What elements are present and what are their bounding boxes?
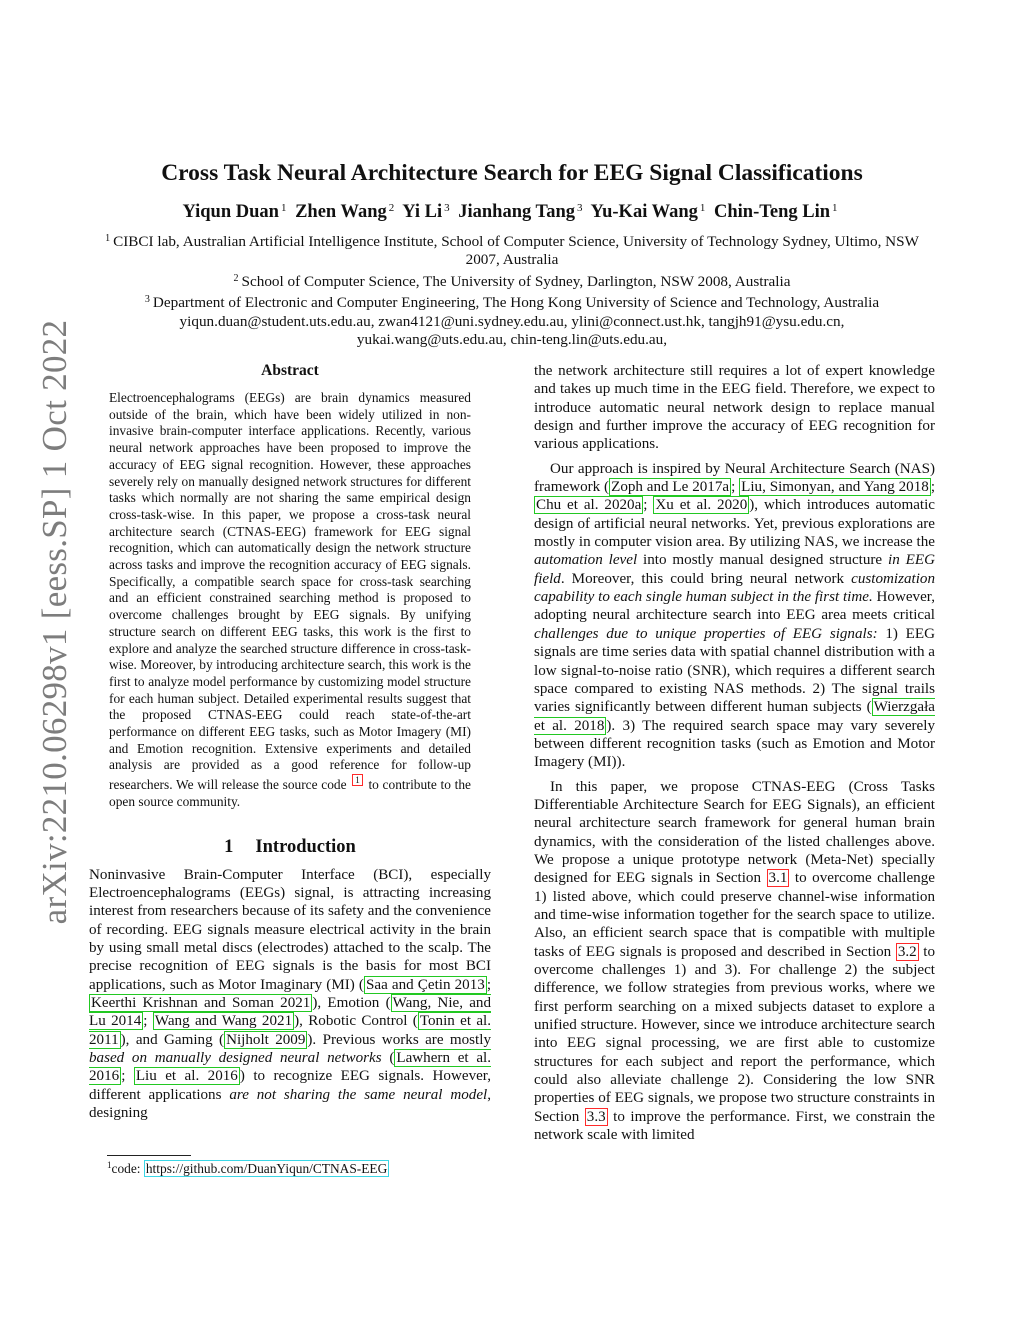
intro-paragraph-2: the network architecture still requires a lot of expert knowledge and takes up much time in the EEG field. Therefore, we expect to introduce automatic neural network design to replace manual design and further improve the accuracy of EEG recognition for various applications.: [534, 363, 935, 453]
text-run: , designing: [89, 1086, 491, 1122]
author-name: Yu-Kai Wang: [590, 202, 698, 222]
text-run: ;: [486, 976, 492, 993]
affil-number: 2: [233, 272, 239, 284]
text-run: to overcome challenge 1) listed above, which could preserve channel-wise information and time-wise information together for the search space to utilize. Also, an efficient search space that is compatible with multiple tasks of EEG signals is proposed and described in Section: [534, 870, 935, 960]
author-affil-mark: 3: [576, 202, 583, 214]
citation-link[interactable]: Wang, Nie, and Lu 2014: [89, 994, 491, 1030]
emphasis-text: customization capability to each single human subject in the first time.: [534, 570, 935, 606]
right-column: [534, 362, 935, 1144]
text-run: ;: [643, 497, 654, 514]
author-name: Yi Li: [402, 202, 443, 222]
footnote-ref-link[interactable]: 1: [352, 774, 363, 786]
text-run: to overcome challenges 1) and 3). For challenge 2) the subject difference, we follow strategies from previous works, where we first perform searching on a mixed subjects dataset to explore a unified structure. However, since we introduce architecture search into EEG signal processing, we are first able to customize structures for each subject and report the performance, which could also alleviate challenge 2). Considering the low SNR properties of EEG signals, we propose two structure constraints in Section: [534, 943, 936, 1125]
footnote: [107, 1160, 389, 1177]
author-affil-mark: 1: [699, 202, 706, 214]
emphasis-text: based on manually designed neural networks: [89, 1050, 382, 1067]
affiliation-line: [90, 291, 934, 312]
author-name: Yiqun Duan: [182, 202, 279, 222]
affiliations: [90, 230, 934, 349]
footnote-divider: [107, 1155, 191, 1156]
paper-title: Cross Task Neural Architecture Search for EEG Signal Classifications: [161, 160, 863, 186]
affil-number: 1: [105, 233, 111, 244]
citation-link[interactable]: Wang and Wang 2021: [154, 1013, 293, 1030]
text-run: ), Emotion (: [312, 994, 391, 1011]
author-name: Chin-Teng Lin: [714, 202, 831, 222]
section-ref-link[interactable]: 3.2: [897, 943, 917, 960]
author-list: [90, 202, 934, 223]
affiliation-line: [90, 230, 934, 270]
text-run: Noninvasive Brain-Computer Interface (BCI), especially Electroencephalograms (EEGs) signal, is attracting increasing interest from researchers because of its safety and the convenience of recording. EEG signals measure electrical activity in the brain by using small metal discs (electrodes) attached to the scalp. The precise recognition of EEG signals is the basis for most BCI applications, such as Motor Imaginary (MI) (: [89, 866, 491, 993]
intro-paragraph-4: [534, 778, 935, 1145]
affiliation-line: [90, 270, 934, 291]
citation-link[interactable]: Saa and Çetin 2013: [365, 976, 485, 993]
intro-paragraph-1: [89, 866, 491, 1123]
intro-paragraph-3: [534, 460, 935, 772]
text-run: In this paper, we propose CTNAS-EEG (Cross Tasks Differentiable Architecture Search for EEG Signals), an efficient neural architecture search framework for general human brain dynamics, with the consideration of the listed challenges above. We propose a unique prototype network (Meta-Net) specially designed for EEG signals in Section: [534, 778, 935, 887]
affil-text: CIBCI lab, Australian Artificial Intelligence Institute, School of Computer Science, University of Technology Sydney, Ultimo, NSW 2007, Australia: [113, 233, 919, 269]
text-run: into mostly manual designed structure: [637, 552, 889, 569]
text-run: (: [381, 1050, 395, 1067]
text-run: ;: [930, 479, 936, 496]
text-run: . Moreover, this could bring neural network: [560, 570, 852, 587]
citation-link[interactable]: Liu, Simonyan, and Yang 2018: [741, 479, 929, 496]
text-run: to improve the performance. First, we constrain the network scale with limited: [534, 1108, 935, 1144]
email-line: yiqun.duan@student.uts.edu.au, zwan4121@uni.sydney.edu.au, ylini@connect.ust.hk, tangjh91@ysu.edu.cn,: [179, 312, 845, 330]
text-run: ). 3) The required search space may vary severely between different recognition tasks (such as Emotion and Motor Imagery (MI)).: [534, 717, 936, 771]
text-run: ;: [121, 1068, 134, 1085]
emphasis-text: in EEG field: [534, 552, 935, 587]
section-ref-link[interactable]: 3.1: [768, 870, 788, 887]
text-run: Our approach is inspired by Neural Architecture Search (NAS) framework (: [534, 460, 935, 496]
left-column: [89, 362, 491, 1122]
citation-link[interactable]: Xu et al. 2020: [655, 497, 748, 514]
arxiv-margin-stamp: arXiv:2210.06298v1 [eess.SP] 1 Oct 2022: [35, 319, 74, 925]
email-line: yukai.wang@uts.edu.au, chin-teng.lin@uts.edu.au,: [356, 331, 668, 349]
section-number: 1: [224, 836, 234, 857]
citation-link[interactable]: Liu et al. 2016: [135, 1068, 238, 1085]
emphasis-text: automation level: [534, 552, 638, 569]
abstract-tail: to contribute to the open source community.: [109, 777, 471, 809]
abstract-heading: Abstract: [261, 362, 319, 379]
citation-link[interactable]: Keerthi Krishnan and Soman 2021: [91, 994, 311, 1011]
citation-link[interactable]: Chu et al. 2020a: [536, 497, 642, 514]
footnote-label: code:: [111, 1161, 144, 1176]
text-run: ;: [143, 1013, 153, 1030]
author-name: Jianhang Tang: [458, 202, 575, 222]
emphasis-text: are not sharing the same neural model: [229, 1086, 488, 1103]
section-title: Introduction: [255, 836, 356, 857]
affil-text: Department of Electronic and Computer Engineering, The Hong Kong University of Science and Technology, Australia: [152, 294, 880, 312]
author-name: Zhen Wang: [295, 202, 387, 222]
text-run: ), which introduces automatic design of artificial neural networks. Yet, previous explorations are mostly in computer vision area. By utilizing NAS, we increase the: [534, 497, 935, 551]
footnote-mark: 1: [107, 1160, 112, 1170]
section-ref-link[interactable]: 3.3: [586, 1108, 606, 1125]
citation-link[interactable]: Zoph and Le 2017a: [611, 479, 730, 496]
citation-link[interactable]: Nijholt 2009: [226, 1031, 306, 1048]
section-heading-introduction: [89, 837, 491, 858]
citation-link[interactable]: Tonin et al. 2011: [89, 1013, 492, 1048]
text-run: ), Robotic Control (: [294, 1013, 418, 1030]
affil-number: 3: [144, 294, 150, 306]
text-run: 1) EEG signals are time series data with spatial channel distribution with a low signal-to-noise ratio (SNR), which requires a different search space compared to existing NAS methods. 2) The signal trails varies significantly between different human subjects (: [534, 625, 935, 716]
author-affil-mark: 3: [444, 202, 450, 214]
affil-text: School of Computer Science, The University of Sydney, Darlington, NSW 2008, Australia: [241, 272, 791, 290]
author-affil-mark: 1: [280, 202, 287, 214]
emphasis-text: challenges due to unique properties of EEG signals:: [534, 625, 878, 642]
text-run: ;: [731, 479, 740, 496]
author-affil-mark: 1: [832, 202, 838, 214]
text-run: ) to recognize EEG signals. However, different applications: [89, 1068, 492, 1103]
code-url-link[interactable]: https://github.com/DuanYiqun/CTNAS-EEG: [145, 1161, 388, 1176]
text-run: ), and Gaming (: [120, 1031, 225, 1048]
abstract-body: [109, 390, 471, 811]
text-run: ). Previous works are mostly: [307, 1031, 491, 1048]
text-run: However, adopting neural architecture search into EEG area meets critical: [534, 589, 935, 624]
citation-link[interactable]: Lawhern et al. 2016: [89, 1050, 491, 1085]
citation-link[interactable]: Wierzgała et al. 2018: [534, 699, 935, 734]
abstract-text: Electroencephalograms (EEGs) are brain dynamics measured outside of the brain, which have been widely utilized in non-invasive brain-computer interface applications. Recently, various neural network approaches have been proposed to improve the accuracy of EEG signal recognition. However, these approaches severely rely on manually designed network structures for different tasks which normally are not sharing the same empirical design cross-task-wise. In this paper, we propose a cross-task neural architecture search (CTNAS-EEG) framework for EEG signal recognition, which can automatically design the network structure across tasks and improve the recognition accuracy of EEG signals. Specifically, a compatible search space for cross-task searching and an efficient constrained searching method is proposed to overcome challenges brought by EEG signals. By unifying structure search on different EEG tasks, this work is the first to explore and analyze the searched structure difference in cross-task-wise. Moreover, by introducing architecture search, this work is the first to analyze model performance by customizing model structure for each human subject. Detailed experimental results suggest that the proposed CTNAS-EEG could reach state-of-the-art performance on different EEG tasks, such as Motor Imagery (MI) and Emotion recognition. Extensive experiments and detailed analysis are provided as a good reference for follow-up researchers. We will release the source code: [109, 390, 471, 793]
author-affil-mark: 2: [388, 202, 395, 214]
